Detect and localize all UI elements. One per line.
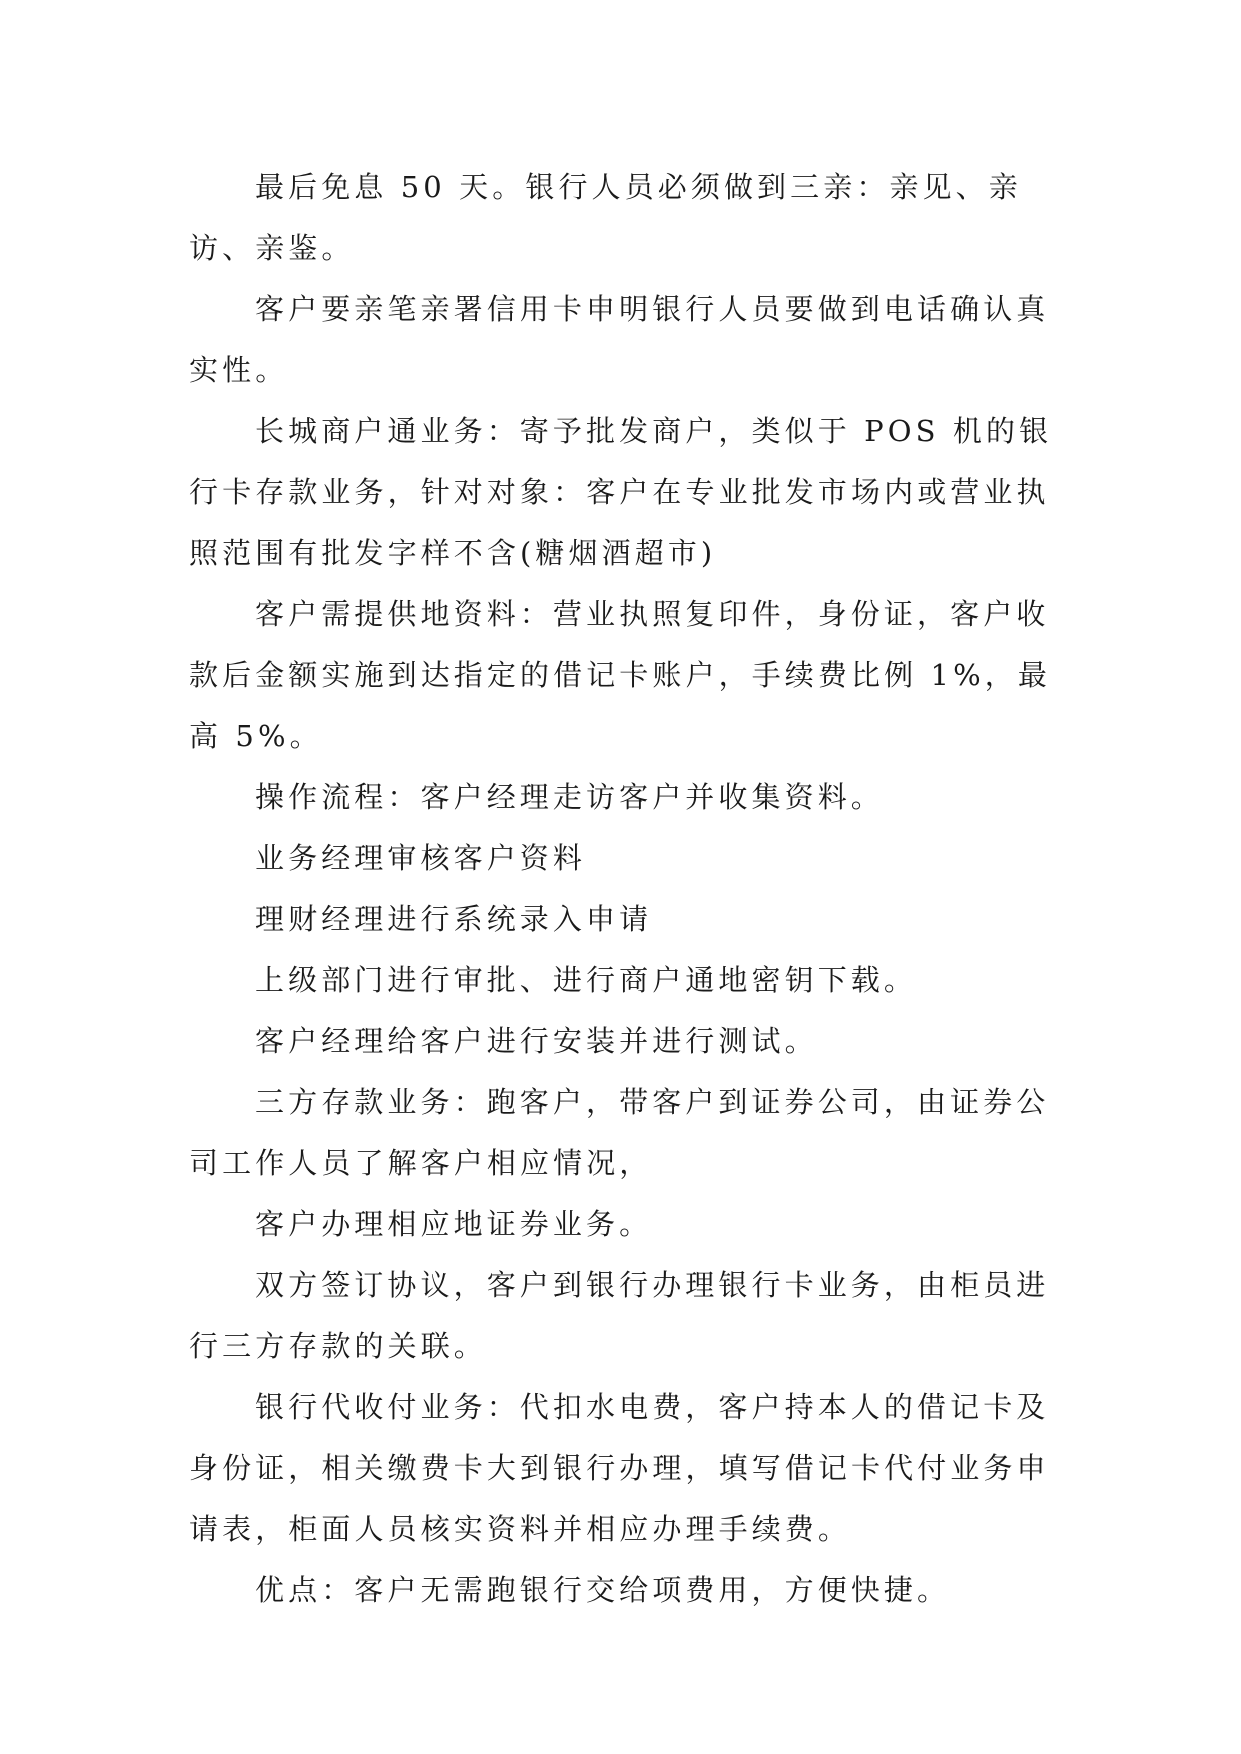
paragraph-advantages: 优点：客户无需跑银行交给项费用，方便快捷。 bbox=[255, 1573, 951, 1607]
paragraph-process-step-2: 业务经理审核客户资料 bbox=[255, 841, 587, 875]
paragraph-securities-business: 客户办理相应地证券业务。 bbox=[255, 1207, 653, 1241]
paragraph-merchant-service: 长城商户通业务：寄予批发商户，类似于 POS 机的银行卡存款业务，针对对象：客户在专业批发市场内或营业执照范围有批发字样不含(糖烟酒超市) bbox=[189, 414, 1053, 570]
paragraph-interest-free: 最后免息 50 天。银行人员必须做到三亲：亲见、亲访、亲鉴。 bbox=[189, 170, 1022, 265]
paragraph-process-step-5: 客户经理给客户进行安装并进行测试。 bbox=[255, 1024, 818, 1058]
paragraph-process-step-1: 操作流程：客户经理走访客户并收集资料。 bbox=[255, 780, 884, 814]
paragraph-process-step-3: 理财经理进行系统录入申请 bbox=[255, 902, 653, 936]
paragraph-collection-payment: 银行代收付业务：代扣水电费，客户持本人的借记卡及身份证，相关缴费卡大到银行办理，填写借记卡代付业务申请表，柜面人员核实资料并相应办理手续费。 bbox=[189, 1390, 1050, 1546]
document-body bbox=[189, 157, 1066, 1621]
paragraph-required-documents: 客户需提供地资料：营业执照复印件，身份证，客户收款后金额实施到达指定的借记卡账户，手续费比例 1%，最高 5%。 bbox=[189, 597, 1051, 753]
paragraph-process-step-4: 上级部门进行审批、进行商户通地密钥下载。 bbox=[255, 963, 918, 997]
paragraph-agreement: 双方签订协议，客户到银行办理银行卡业务，由柜员进行三方存款的关联。 bbox=[189, 1268, 1050, 1363]
paragraph-third-party-deposit: 三方存款业务：跑客户，带客户到证券公司，由证券公司工作人员了解客户相应情况， bbox=[189, 1085, 1050, 1180]
paragraph-signature: 客户要亲笔亲署信用卡申明银行人员要做到电话确认真实性。 bbox=[189, 292, 1050, 387]
